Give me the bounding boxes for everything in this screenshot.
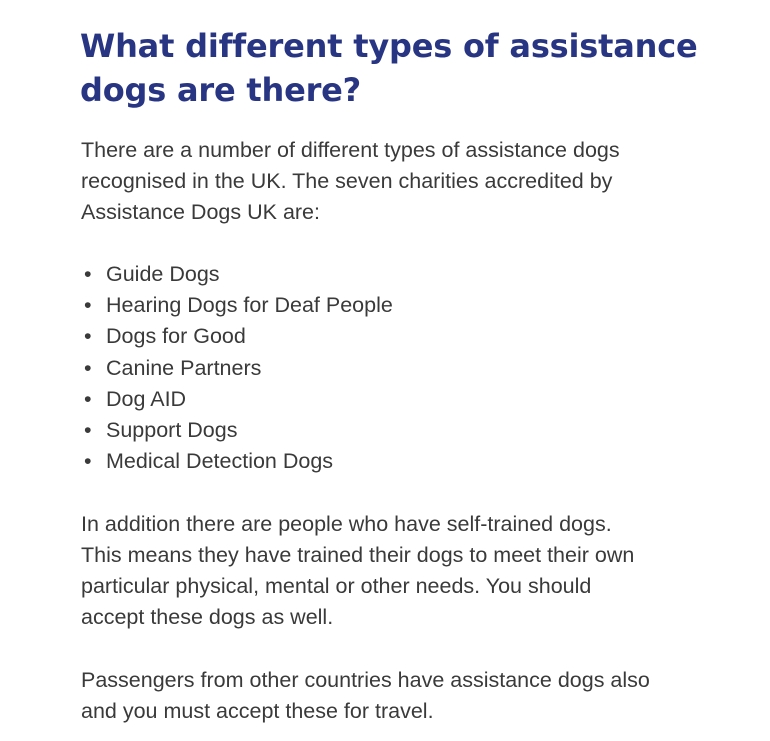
self-trained-line-4: accept these dogs as well. — [81, 605, 334, 629]
charity-name: Dog AID — [106, 386, 187, 411]
other-countries-line-1: Passengers from other countries have assistance dogs also — [81, 668, 650, 692]
charity-name: Guide Dogs — [106, 262, 220, 286]
heading-line-1: What different types of assistance — [80, 27, 698, 65]
list-item — [81, 290, 681, 321]
charity-name: Support Dogs — [106, 418, 238, 443]
other-countries-paragraph — [81, 665, 721, 727]
list-item — [81, 415, 681, 446]
list-item — [81, 321, 681, 352]
intro-line-2: recognised in the UK. The seven charities accredited by — [81, 169, 613, 193]
self-trained-paragraph — [81, 509, 721, 633]
other-countries-line-2: and you must accept these for travel. — [81, 699, 434, 723]
page-heading — [80, 24, 740, 112]
charity-name: Medical Detection Dogs — [106, 449, 334, 474]
list-item — [81, 259, 681, 290]
charity-list — [81, 259, 681, 477]
self-trained-line-1: In addition there are people who have self-trained dogs. — [81, 512, 612, 536]
intro-paragraph — [81, 135, 721, 228]
list-item — [81, 353, 681, 384]
bullet-icon: • — [84, 262, 92, 286]
self-trained-line-3: particular physical, mental or other needs. You should — [81, 574, 592, 598]
bullet-icon: • — [84, 293, 92, 318]
charity-name: Canine Partners — [106, 355, 262, 380]
bullet-icon: • — [84, 449, 92, 474]
bullet-icon: • — [84, 386, 92, 411]
bullet-icon: • — [84, 418, 92, 443]
charity-name: Dogs for Good — [106, 324, 246, 349]
bullet-icon: • — [84, 324, 92, 349]
charity-name: Hearing Dogs for Deaf People — [106, 293, 393, 318]
self-trained-line-2: This means they have trained their dogs to meet their own — [81, 543, 635, 567]
heading-line-2: dogs are there? — [80, 71, 362, 109]
intro-line-3: Assistance Dogs UK are: — [81, 200, 320, 224]
bullet-icon: • — [84, 355, 92, 380]
list-item — [81, 384, 681, 415]
intro-line-1: There are a number of different types of assistance dogs — [81, 138, 620, 162]
list-item — [81, 446, 681, 477]
